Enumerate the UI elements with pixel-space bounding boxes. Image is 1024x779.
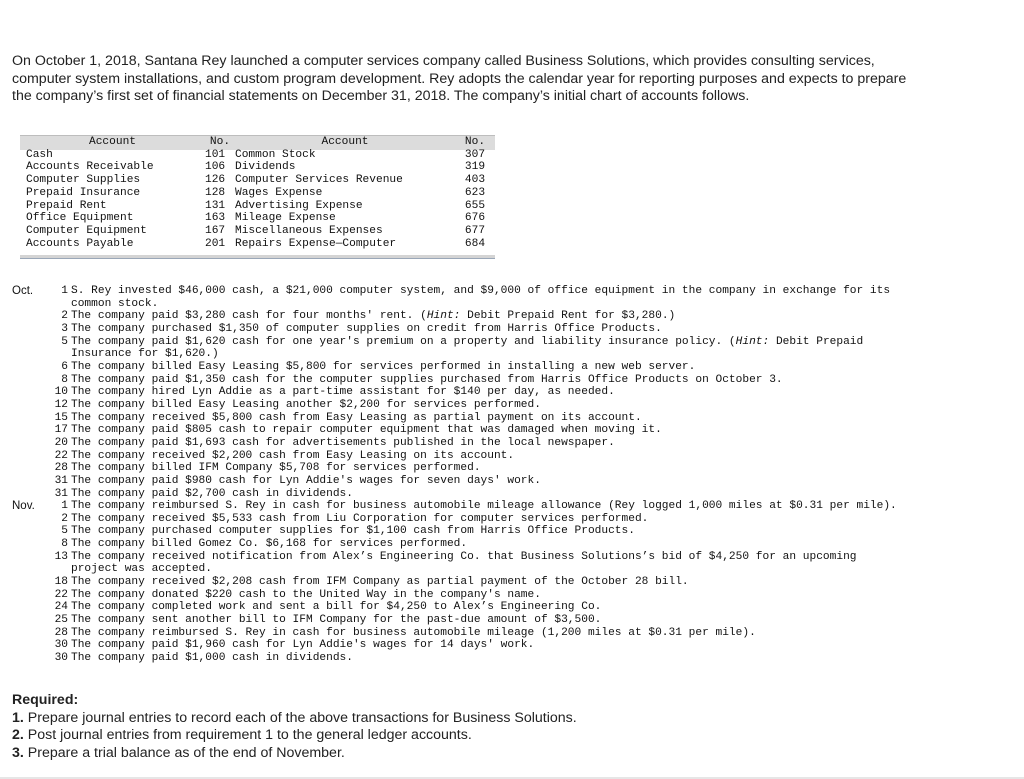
account-name-left: Accounts Payable [26,237,134,250]
accounts-table-body [20,149,495,251]
transaction-text: The company paid $2,700 cash in dividends. [71,487,353,500]
table-row [20,174,495,187]
table-row [20,238,495,251]
transaction-day: 2 [61,512,68,525]
account-name-right: Repairs Expense—Computer [235,237,397,250]
table-row [20,149,495,162]
account-number-right: 655 [464,199,486,212]
account-name-left: Prepaid Insurance [26,186,141,199]
required-item [12,745,577,763]
table-row [20,225,495,238]
transaction-day: 18 [54,576,68,589]
transaction-day: 31 [54,487,68,500]
account-name-left: Prepaid Rent [26,199,107,212]
transaction-text: The company paid $980 cash for Lyn Addie's wages for seven days' work. [71,474,541,487]
transaction-day: 13 [54,550,68,563]
transaction-item [12,551,1012,576]
transaction-day: 2 [61,310,68,323]
header-no-2: No. [464,136,486,148]
transaction-text: The company billed Easy Leasing $5,800 for services performed in installing a new web server. [71,360,696,373]
account-number-left: 106 [205,161,226,174]
account-number-right: 684 [464,237,486,250]
hint-label: Hint: [735,335,770,348]
table-bottom-border [20,255,495,259]
required-item-number: 1. [12,709,24,726]
transaction-text: The company billed IFM Company $5,708 for services performed. [71,462,481,475]
transaction-item [12,424,1012,437]
transaction-item [12,525,1012,538]
transaction-day: 1 [61,500,68,513]
required-item-number: 3. [12,744,24,761]
account-number-right: 403 [464,174,486,187]
required-item-text: Post journal entries from requirement 1 to the general ledger accounts. [23,727,472,744]
transaction-item [12,336,1012,361]
account-name-right: Common Stock [235,148,316,161]
transaction-text [71,310,1012,323]
transaction-text: The company received $2,208 cash from IFM Company as partial payment of the October 28 bill. [71,576,689,589]
required-list [12,710,577,763]
account-number-left: 201 [205,237,226,250]
header-account-2: Account [321,136,369,148]
transaction-text: The company purchased computer supplies for $1,100 cash from Harris Office Products. [71,525,635,538]
transaction-text: The company reimbursed S. Rey in cash for business automobile mileage allowance (Rey logged 1,000 miles at $0.31 per mile). [71,500,897,513]
account-name-left: Cash [26,148,53,161]
header-account-1: Account [89,136,136,148]
required-item [12,710,577,728]
transaction-text-post: Debit Prepaid Insurance for $1,620.) [71,335,870,361]
transaction-day: 12 [54,398,68,411]
table-row [20,161,495,174]
account-number-left: 131 [205,199,226,212]
required-item-text: Prepare a trial balance as of the end of November. [23,744,345,761]
transaction-item [12,310,1012,323]
account-name-right: Dividends [235,161,296,174]
transaction-text: The company paid $1,350 cash for the computer supplies purchased from Harris Office Products on October 3. [71,373,783,386]
transaction-item [12,475,1012,488]
account-number-left: 167 [205,224,226,237]
transaction-item [12,462,1012,475]
transaction-item [12,652,1012,665]
transaction-month: Nov. [12,500,35,513]
transaction-item [12,627,1012,640]
transaction-text [71,336,1012,361]
transaction-day: 31 [54,474,68,487]
account-number-right: 676 [464,212,486,225]
account-name-left: Computer Supplies [26,174,141,187]
transaction-item [12,576,1012,589]
transaction-day: 6 [61,360,68,373]
transaction-month: Oct. [12,285,34,297]
transaction-day: 20 [54,436,68,449]
transactions-list [12,285,1012,665]
transaction-text: The company paid $1,960 cash for Lyn Addie's wages for 14 days' work. [71,639,535,652]
transaction-day: 8 [61,538,68,551]
transaction-item [12,639,1012,652]
table-row [20,200,495,213]
transaction-day: 15 [54,411,68,424]
transaction-item [12,399,1012,412]
transaction-item [12,589,1012,602]
transaction-item [12,361,1012,374]
transaction-day: 22 [54,588,68,601]
transaction-item [12,437,1012,450]
transaction-text: The company hired Lyn Addie as a part-time assistant for $140 per day, as needed. [71,386,615,399]
account-name-right: Mileage Expense [235,212,336,225]
transaction-item [12,412,1012,425]
table-row [20,187,495,200]
account-number-left: 126 [205,174,226,187]
transaction-day: 28 [54,462,68,475]
account-name-right: Miscellaneous Expenses [235,224,383,237]
transaction-text: The company paid $1,693 cash for advertisements published in the local newspaper. [71,436,615,449]
transaction-text: The company received notification from Alex’s Engineering Co. that Business Solutions’s bid of $4,250 for an upcoming project was accepted. [71,550,864,576]
transaction-text-pre: The company paid $3,280 cash for four months' rent. ( [71,310,427,323]
transaction-text: The company paid $805 cash to repair computer equipment that was damaged when moving it. [71,424,662,437]
required-item-number: 2. [12,727,24,744]
transaction-item [12,601,1012,614]
transaction-text: The company donated $220 cash to the United Way in the company's name. [71,588,541,601]
transaction-text: The company sent another bill to IFM Company for the past-due amount of $3,500. [71,614,602,627]
accounts-table [20,136,495,250]
transaction-item [12,386,1012,399]
account-name-left: Office Equipment [26,212,134,225]
table-row [20,212,495,225]
transaction-item [12,500,1012,513]
transaction-text: S. Rey invested $46,000 cash, a $21,000 computer system, and $9,000 of office equipment in the company in exchange for its common stock. [71,285,897,310]
required-section [12,692,577,762]
transaction-item [12,614,1012,627]
account-number-left: 128 [205,186,226,199]
transaction-day: 22 [54,449,68,462]
hint-label: Hint: [426,310,461,323]
transaction-item [12,538,1012,551]
transaction-day: 5 [61,335,68,348]
required-item [12,727,577,745]
account-name-right: Wages Expense [235,186,323,199]
header-no-1: No. [209,136,231,148]
transaction-text: The company reimbursed S. Rey in cash for business automobile mileage (1,200 miles at $0.31 per mile). [71,626,756,639]
transaction-day: 30 [54,639,68,652]
transaction-item [12,513,1012,526]
transaction-day: 3 [61,322,68,335]
transaction-text-post: Debit Prepaid Rent for $3,280.) [460,310,676,323]
account-number-right: 319 [464,161,486,174]
transaction-text: The company purchased $1,350 of computer supplies on credit from Harris Office Products. [71,322,662,335]
transaction-item [12,323,1012,336]
account-name-right: Computer Services Revenue [235,174,403,187]
account-number-right: 677 [464,224,486,237]
transaction-day: 1 [61,285,68,297]
transaction-text: The company billed Gomez Co. $6,168 for services performed. [71,538,468,551]
required-item-text: Prepare journal entries to record each of the above transactions for Business Solutions. [23,709,577,726]
account-number-right: 623 [464,186,486,199]
transaction-text: The company billed Easy Leasing another $2,200 for services performed. [71,398,541,411]
chart-of-accounts-table [20,135,495,259]
transaction-day: 24 [54,601,68,614]
transaction-day: 25 [54,614,68,627]
account-name-left: Computer Equipment [26,224,147,237]
transaction-day: 8 [61,373,68,386]
transaction-text: The company paid $1,000 cash in dividends. [71,652,353,665]
transaction-text-pre: The company paid $1,620 cash for one year's premium on a property and liability insurance policy. ( [71,335,736,348]
account-number-left: 101 [205,148,226,161]
transaction-item [12,450,1012,463]
transaction-day: 5 [61,525,68,538]
account-name-left: Accounts Receivable [26,161,154,174]
transaction-day: 30 [54,652,68,665]
transaction-text: The company completed work and sent a bill for $4,250 to Alex’s Engineering Co. [71,601,602,614]
intro-paragraph: On October 1, 2018, Santana Rey launched a computer services company called Business Solutions, which provides consulting services, computer system installations, and custom program development. Rey adopts the calendar year for reporting purposes and expects to prepare the company’s first set of financial statements on December 31, 2018. The company’s initial chart of accounts follows. [12,53,907,105]
account-number-right: 307 [464,148,486,161]
transaction-text: The company received $5,800 cash from Easy Leasing as partial payment on its account. [71,411,642,424]
transaction-day: 17 [54,424,68,437]
required-title: Required: [12,692,79,708]
transaction-item [12,374,1012,387]
transaction-item [12,285,1012,310]
transaction-text: The company received $5,533 cash from Liu Corporation for computer services performed. [71,512,649,525]
transaction-text: The company received $2,200 cash from Easy Leasing on its account. [71,449,515,462]
transaction-day: 10 [54,386,68,399]
transaction-day: 28 [54,626,68,639]
table-header-row [20,136,495,149]
transaction-item [12,488,1012,501]
account-number-left: 163 [205,212,226,225]
account-name-right: Advertising Expense [235,199,363,212]
